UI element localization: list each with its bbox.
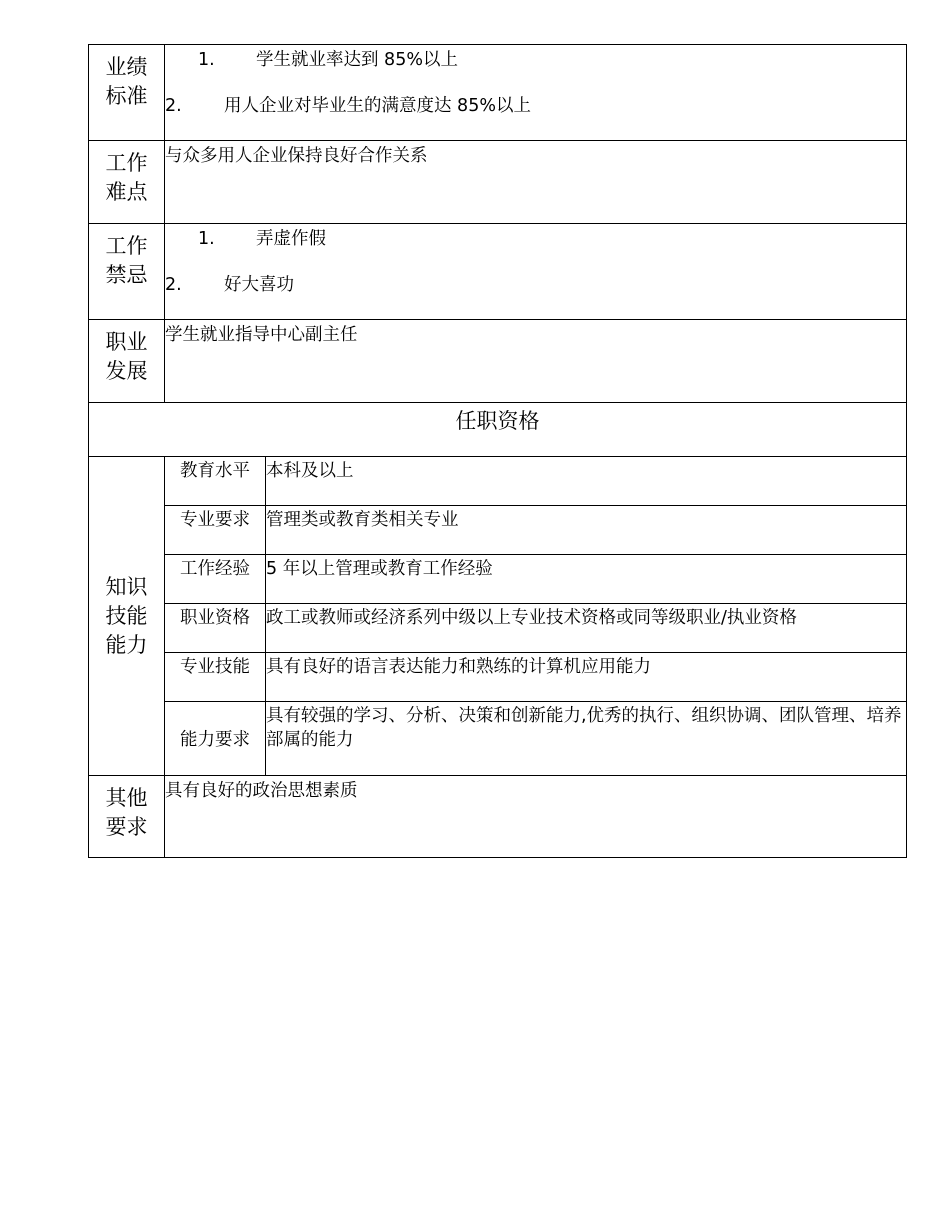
list-item: 1. 学生就业率达到 85%以上	[198, 50, 458, 70]
section-title: 任职资格	[89, 403, 907, 457]
content-performance-standard	[165, 45, 907, 141]
row-work-difficulty	[89, 141, 907, 224]
sub-label-qualification: 职业资格	[165, 604, 266, 653]
sub-label-professional-skill: 专业技能	[165, 653, 266, 702]
row-performance-standard	[89, 45, 907, 141]
sub-value-qualification: 政工或教师或经济系列中级以上专业技术资格或同等级职业/执业资格	[266, 604, 907, 653]
row-ability-requirement	[89, 702, 907, 776]
label-knowledge-skills: 知识 技能 能力	[89, 457, 165, 776]
label-performance-standard: 业绩 标准	[89, 45, 165, 141]
list-item: 2. 用人企业对毕业生的满意度达 85%以上	[165, 96, 531, 116]
sub-value-education: 本科及以上	[266, 457, 907, 506]
row-experience	[89, 555, 907, 604]
content-work-taboo	[165, 224, 907, 320]
list-item: 1. 弄虚作假	[198, 229, 326, 249]
sub-value-professional-skill: 具有良好的语言表达能力和熟练的计算机应用能力	[266, 653, 907, 702]
job-description-table	[88, 44, 907, 858]
sub-label-experience: 工作经验	[165, 555, 266, 604]
row-section-qualifications	[89, 403, 907, 457]
label-work-difficulty: 工作 难点	[89, 141, 165, 224]
sub-label-major: 专业要求	[165, 506, 266, 555]
sub-value-experience: 5 年以上管理或教育工作经验	[266, 555, 907, 604]
row-professional-skill	[89, 653, 907, 702]
sub-label-ability-requirement: 能力要求	[165, 702, 266, 776]
label-other-requirements: 其他 要求	[89, 776, 165, 858]
sub-value-major: 管理类或教育类相关专业	[266, 506, 907, 555]
row-other-requirements	[89, 776, 907, 858]
row-education	[89, 457, 907, 506]
content-other-requirements: 具有良好的政治思想素质	[165, 776, 907, 858]
content-career-development: 学生就业指导中心副主任	[165, 320, 907, 403]
label-work-taboo: 工作 禁忌	[89, 224, 165, 320]
list-item: 2. 好大喜功	[165, 275, 294, 295]
row-career-development	[89, 320, 907, 403]
row-qualification	[89, 604, 907, 653]
row-work-taboo	[89, 224, 907, 320]
label-career-development: 职业 发展	[89, 320, 165, 403]
row-major	[89, 506, 907, 555]
sub-label-education: 教育水平	[165, 457, 266, 506]
sub-value-ability-requirement: 具有较强的学习、分析、决策和创新能力,优秀的执行、组织协调、团队管理、培养部属的能力	[266, 702, 907, 776]
content-work-difficulty: 与众多用人企业保持良好合作关系	[165, 141, 907, 224]
